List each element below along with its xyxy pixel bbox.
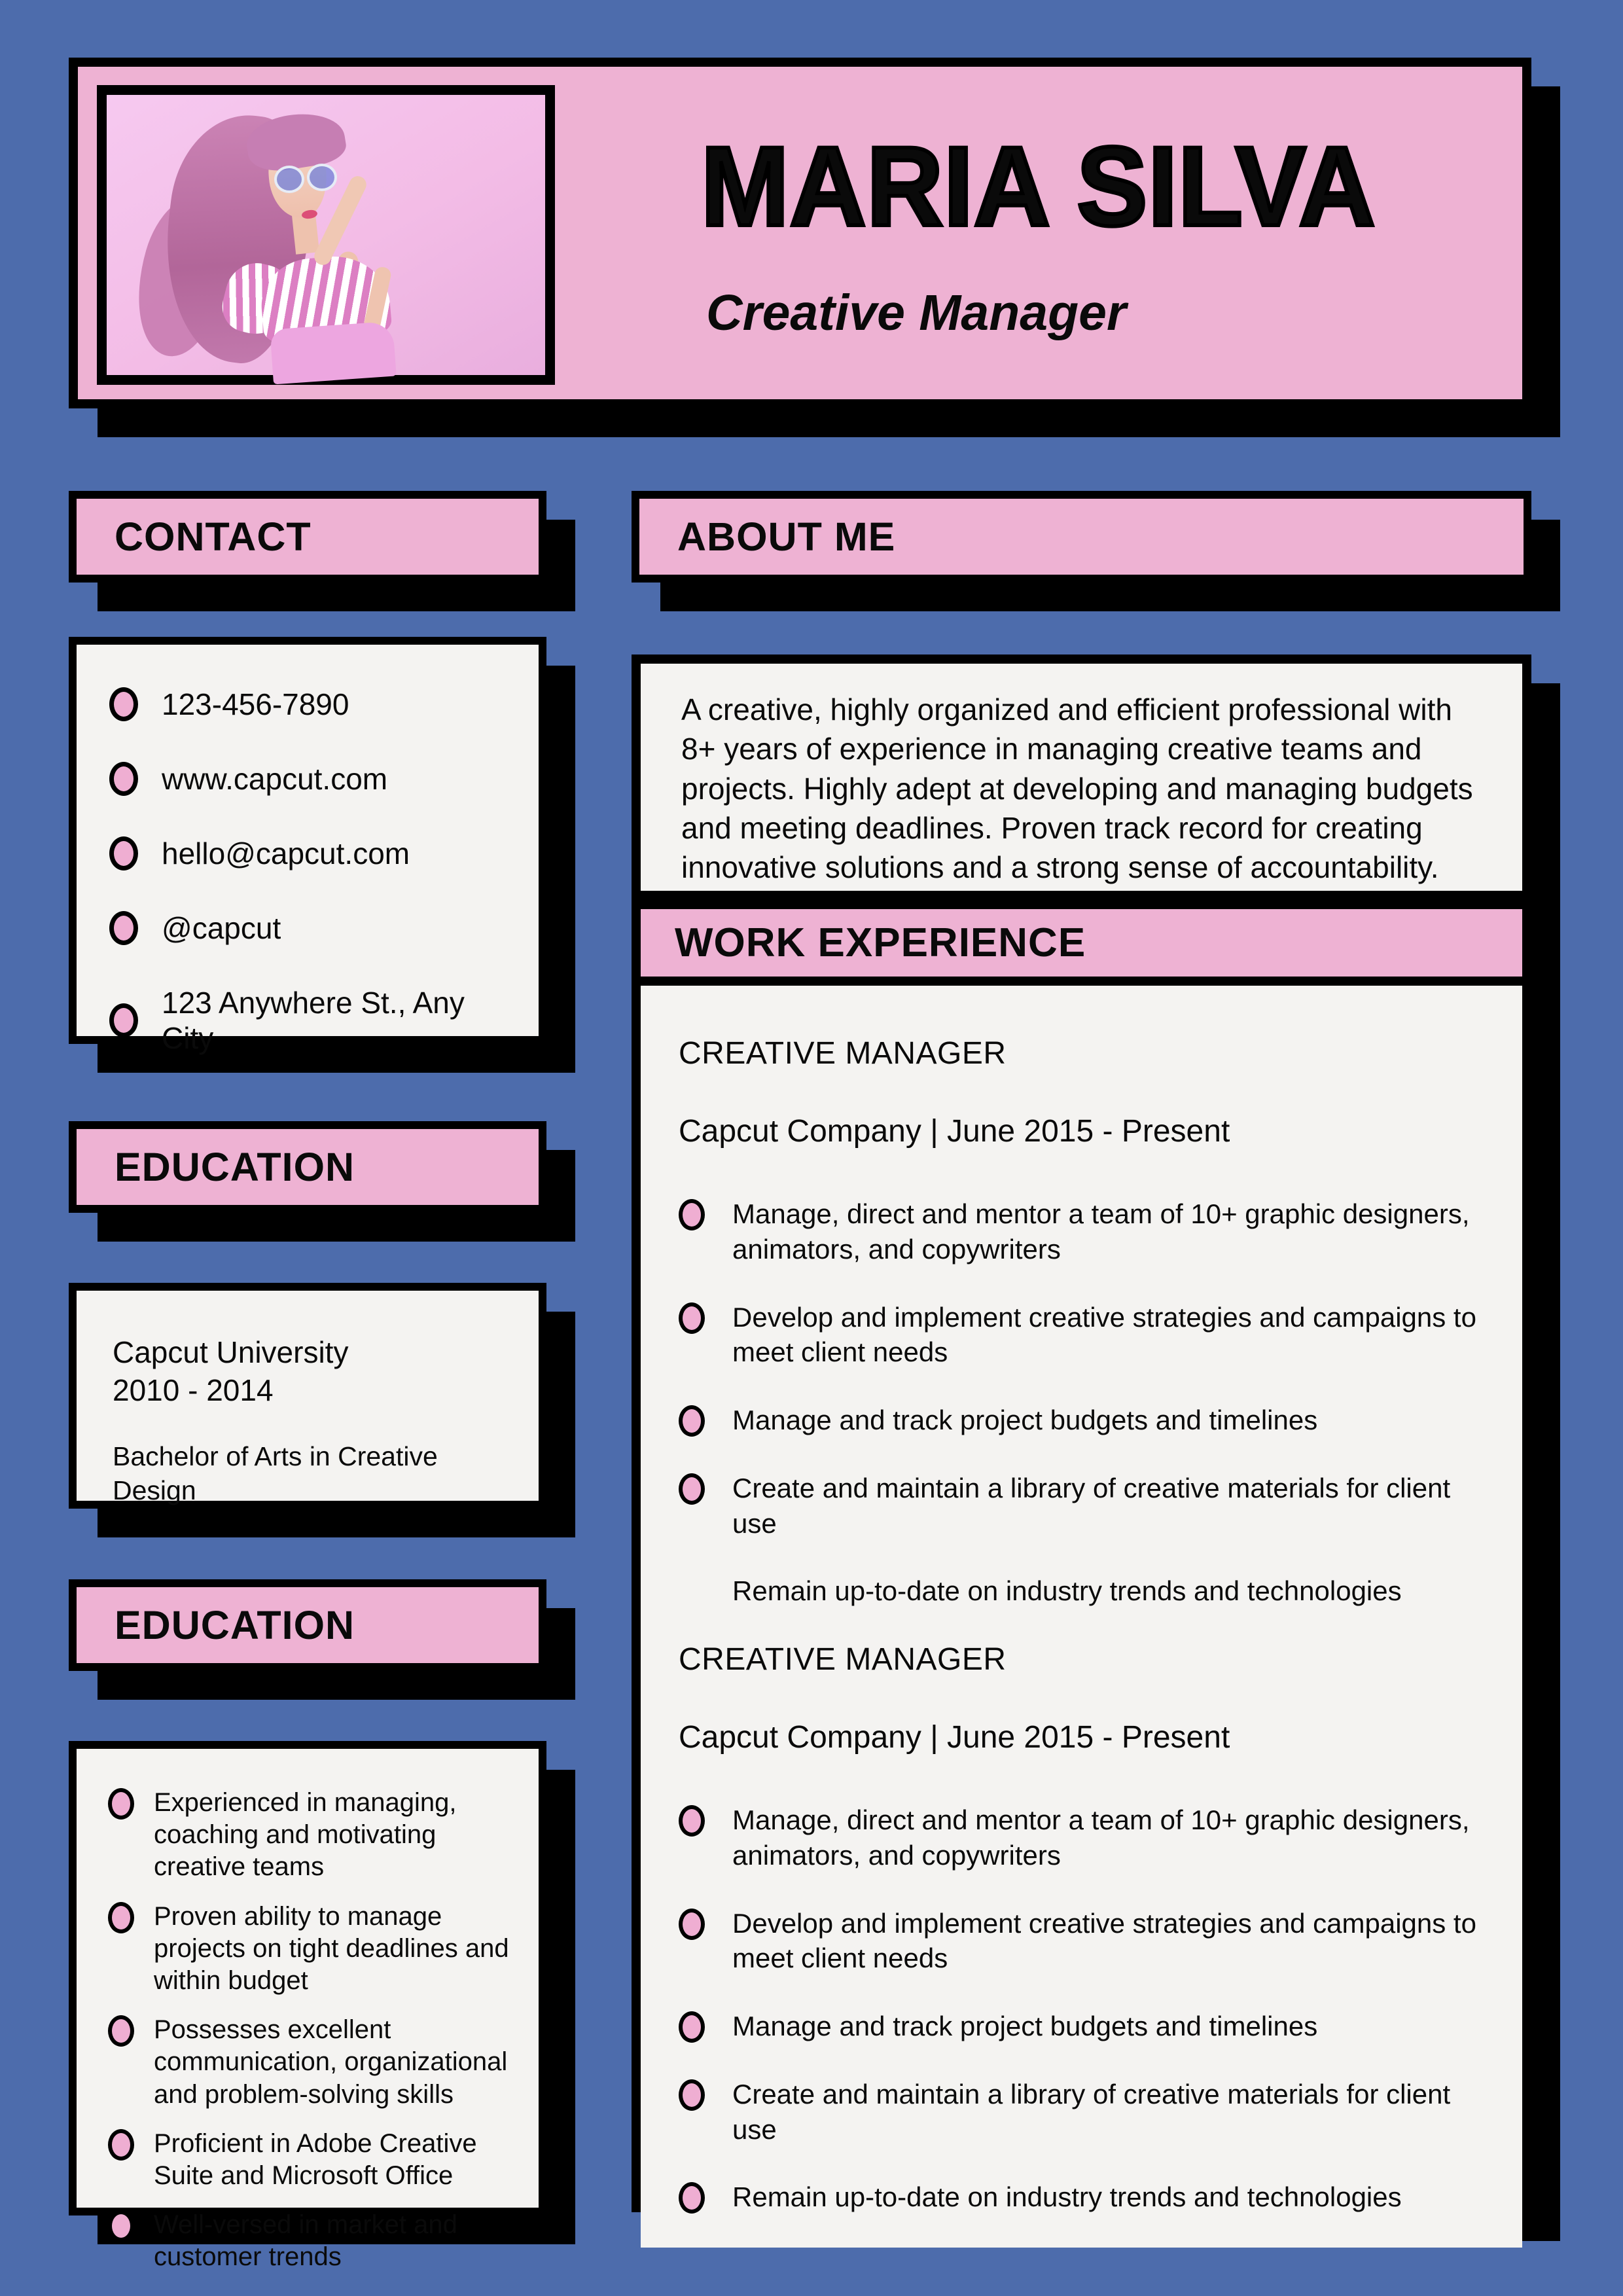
contact-section-header (69, 491, 546, 583)
bullet-circle-icon (108, 2210, 134, 2242)
contact-item-email (109, 836, 519, 871)
photo-sunglasses-left-lens (274, 166, 304, 193)
education-section-header (69, 1121, 546, 1213)
job-bullet-text: Create and maintain a library of creative materials for client use (732, 1472, 1451, 1539)
person-name: MARIA SILVA (701, 124, 1376, 249)
photo-neck (292, 213, 319, 254)
contact-item-social (109, 910, 519, 946)
education-card (69, 1283, 546, 1509)
bullet-circle-icon (679, 2011, 705, 2043)
work-content (641, 986, 1522, 2248)
profile-photo (97, 85, 555, 385)
education-degree: Bachelor of Arts in Creative Design (113, 1441, 438, 1505)
skill-item (108, 2014, 526, 2111)
contact-item-website (109, 761, 519, 797)
bullet-circle-icon (679, 1909, 705, 1940)
job-bullet (679, 2009, 1486, 2044)
job-entry (679, 1035, 1486, 1609)
job-meta: Capcut Company | June 2015 - Present (679, 1720, 1230, 1755)
bullet-circle-icon (109, 762, 138, 796)
photo-sunglasses-right-lens (307, 164, 337, 191)
job-bullet (679, 2077, 1486, 2147)
job-bullet (679, 1196, 1486, 1267)
skill-text: Well-versed in market and customer trends (154, 2210, 457, 2272)
bullet-circle-icon (679, 1805, 705, 1837)
bullet-circle-icon (679, 1199, 705, 1230)
job-title: CREATIVE MANAGER (679, 1036, 1007, 1071)
about-section-header (632, 491, 1531, 583)
contact-heading-label: CONTACT (115, 514, 312, 559)
skill-item (108, 2209, 526, 2273)
skill-text: Experienced in managing, coaching and motivating creative teams (154, 1788, 457, 1882)
skills-section-header (69, 1579, 546, 1671)
education-school: Capcut University (113, 1335, 349, 1369)
contact-social: @capcut (162, 911, 281, 945)
work-experience-card (632, 900, 1531, 2212)
skill-item (108, 1787, 526, 1884)
job-bullet-text: Create and maintain a library of creative materials for client use (732, 2078, 1451, 2145)
work-heading-label: WORK EXPERIENCE (675, 920, 1086, 965)
bullet-circle-icon (679, 2182, 705, 2214)
contact-email: hello@capcut.com (162, 836, 410, 870)
header-banner (69, 58, 1531, 408)
bullet-circle-icon (109, 911, 138, 945)
bullet-circle-icon (679, 1473, 705, 1505)
job-meta: Capcut Company | June 2015 - Present (679, 1114, 1230, 1149)
bullet-circle-icon (109, 836, 138, 870)
contact-card (69, 637, 546, 1055)
job-bullet-text: Develop and implement creative strategies and campaigns to meet client needs (732, 1301, 1476, 1368)
job-bullet-text: Manage, direct and mentor a team of 10+ graphic designers, animators, and copywriters (732, 1804, 1470, 1871)
job-bullet (679, 1403, 1486, 1438)
job-bullet (679, 2179, 1486, 2215)
job-bullet-list (679, 1803, 1486, 2215)
about-card (632, 655, 1531, 900)
skill-text: Proven ability to manage projects on tight deadlines and within budget (154, 1901, 509, 1995)
job-bullet (679, 1573, 1486, 1609)
job-bullet (679, 1906, 1486, 1977)
bullet-circle-icon (108, 2129, 134, 2161)
contact-item-phone (109, 687, 519, 722)
skill-item (108, 1901, 526, 1998)
education-years: 2010 - 2014 (113, 1372, 274, 1407)
photo-pants (270, 321, 396, 385)
bullet-circle-icon (109, 1003, 138, 1037)
job-bullet-text: Manage, direct and mentor a team of 10+ graphic designers, animators, and copywriters (732, 1198, 1470, 1265)
about-heading-label: ABOUT ME (677, 514, 896, 559)
job-title: CREATIVE MANAGER (679, 1642, 1007, 1677)
person-title: Creative Manager (706, 285, 1126, 341)
job-bullet (679, 1300, 1486, 1371)
bullet-circle-icon (108, 2015, 134, 2047)
skill-item (108, 2128, 526, 2192)
work-section-header (641, 909, 1522, 986)
job-bullet-list (679, 1196, 1486, 1609)
job-entry (679, 1641, 1486, 2215)
skill-text: Possesses excellent communication, organizational and problem-solving skills (154, 2015, 508, 2109)
skills-heading-label: EDUCATION (115, 1603, 355, 1647)
job-bullet-text: Remain up-to-date on industry trends and technologies (732, 2181, 1402, 2213)
job-bullet-text: Manage and track project budgets and timelines (732, 1405, 1318, 1435)
skill-text: Proficient in Adobe Creative Suite and Microsoft Office (154, 2128, 477, 2190)
job-bullet-text: Remain up-to-date on industry trends and technologies (732, 1575, 1402, 1607)
bullet-circle-icon (108, 1788, 134, 1820)
contact-item-address (109, 985, 519, 1056)
bullet-circle-icon (679, 1302, 705, 1334)
skills-card (69, 1741, 546, 2272)
education-heading-label: EDUCATION (115, 1145, 355, 1189)
bullet-circle-icon (679, 2079, 705, 2111)
bullet-circle-icon (109, 687, 138, 721)
job-bullet-text: Manage and track project budgets and timelines (732, 2011, 1318, 2041)
contact-address: 123 Anywhere St., Any City (162, 986, 465, 1055)
job-bullet-text: Develop and implement creative strategies and campaigns to meet client needs (732, 1907, 1476, 1974)
contact-phone: 123-456-7890 (162, 687, 349, 721)
bullet-circle-icon (679, 1405, 705, 1437)
contact-website: www.capcut.com (162, 762, 388, 796)
about-text: A creative, highly organized and efficient professional with 8+ years of experience in managing creative teams and projects. Highly adept at developing and managing budgets and meeting deadlines. Proven track record for creating innovative solutions and a strong sense of accountability. (681, 692, 1473, 884)
job-bullet (679, 1471, 1486, 1541)
job-bullet (679, 1803, 1486, 1873)
bullet-circle-icon (108, 1902, 134, 1933)
